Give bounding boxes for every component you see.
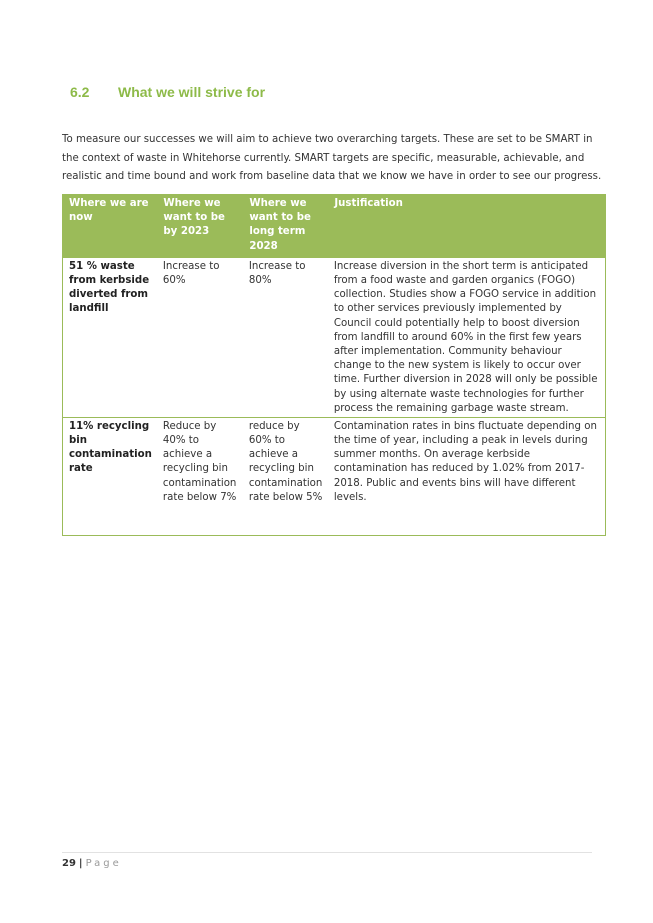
targets-table	[62, 194, 606, 536]
header-now: Where we are now	[63, 194, 157, 257]
cell-2028: Increase to 80%	[243, 257, 328, 417]
footer-separator: |	[78, 858, 83, 869]
section-title: What we will strive for	[118, 84, 266, 100]
cell-now: 51 % waste from kerbside diverted from landfill	[63, 257, 157, 417]
section-number: 6.2	[70, 84, 90, 100]
header-2023: Where we want to be by 2023	[157, 194, 243, 257]
page-label: Page	[85, 858, 122, 869]
cell-now: 11% recycling bin contamination rate	[63, 417, 157, 535]
table-row	[63, 417, 606, 535]
intro-paragraph: To measure our successes we will aim to achieve two overarching targets. These are set to be SMART in the context of waste in Whitehorse currently. SMART targets are specific, measurable, achievable, and realistic and time bound and work from baseline data that we know we have in order to see our progress.	[62, 134, 602, 182]
cell-justification: Increase diversion in the short term is anticipated from a food waste and garden organics (FOGO) collection. Studies show a FOGO service in addition to other services previously implemented by Council could potentially help to boost diversion from landfill to around 60% in the first few years after implementation. Community behaviour change to the new system is likely to occur over time. Further diversion in 2028 will only be possible by using alternate waste technologies for further process the remaining garbage waste stream.	[328, 257, 606, 417]
page-footer	[62, 858, 122, 869]
table-row	[63, 257, 606, 417]
table-header-row	[63, 194, 606, 257]
cell-2028: reduce by 60% to achieve a recycling bin contamination rate below 5%	[243, 417, 328, 535]
page-number: 29	[62, 858, 76, 869]
header-2028: Where we want to be long term 2028	[243, 194, 328, 257]
section-heading	[70, 84, 265, 100]
header-justification: Justification	[328, 194, 606, 257]
cell-justification: Contamination rates in bins fluctuate depending on the time of year, including a peak in levels during summer months. On average kerbside contamination has reduced by 1.02% from 2017-2018. Public and events bins will have different levels.	[328, 417, 606, 535]
cell-2023: Increase to 60%	[157, 257, 243, 417]
cell-2023: Reduce by 40% to achieve a recycling bin contamination rate below 7%	[157, 417, 243, 535]
footer-divider	[62, 852, 592, 853]
